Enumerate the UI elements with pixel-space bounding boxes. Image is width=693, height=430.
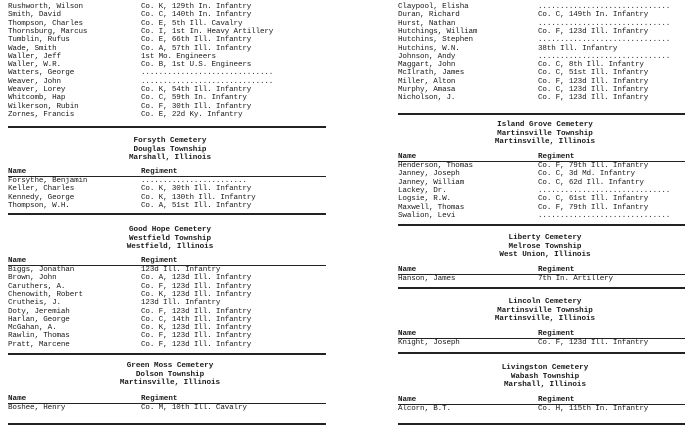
entry-regiment: Co. C, 8th Ill. Infantry	[538, 61, 644, 70]
entry-name: Thompson, Charles	[8, 19, 83, 28]
entry-name: Boshee, Henry	[8, 404, 66, 412]
entry-regiment: Co. K, 123d Ill. Infantry	[141, 290, 252, 299]
divider	[398, 224, 685, 226]
entry-regiment: Co. F, 79th Ill. Infantry	[538, 162, 649, 170]
good-hope-cemetery-township: Westfield Township	[128, 234, 212, 243]
entry-name: Waller, Jeff	[8, 52, 61, 61]
entry-regiment: Co. E, 5th Ill. Cavalry	[141, 19, 243, 28]
forsyth-cemetery-township: Douglas Township	[133, 145, 207, 154]
entry-regiment: Co. H, 115th In. Infantry	[538, 405, 649, 413]
entry-name: Watters, George	[8, 69, 75, 78]
entry-name: Chenowith, Robert	[8, 290, 83, 299]
livingston-cemetery-title: Livingston Cemetery	[501, 364, 589, 372]
divider	[8, 423, 326, 425]
island-grove-cemetery-township: Martinsville Township	[497, 129, 593, 138]
entry-name: Waller, W.R.	[8, 61, 61, 70]
entry-regiment: ..............................	[538, 3, 671, 11]
entry-name: Pratt, Marcene	[8, 340, 70, 349]
island-grove-cemetery-place: Martinsville, Illinois	[494, 138, 596, 147]
regiment-label: Regiment	[141, 395, 178, 403]
name-label: Name	[8, 395, 27, 403]
entry-regiment: Co. E, 22d Ky. Infantry	[141, 110, 243, 119]
regiment-label: Regiment	[538, 266, 575, 274]
entry-regiment: Co. C, 61st Ill. Infantry	[538, 195, 649, 204]
entry-name: Weaver, John	[8, 77, 61, 86]
entry-regiment: Co. K, 54th Ill. Infantry	[141, 86, 252, 94]
entry-name: Wade, Smith	[8, 44, 57, 53]
entry-regiment: Co. F, 123d Ill. Infantry	[538, 339, 649, 347]
entry-regiment: Co. F, 79th Ill. Infantry	[538, 203, 649, 212]
regiment-label: Regiment	[538, 330, 575, 338]
entry-name: Janney, William	[398, 178, 465, 187]
name-label: Name	[398, 396, 417, 404]
entry-regiment: 123d Ill. Infantry	[141, 266, 221, 274]
entry-regiment: Co. K, 30th Ill. Infantry	[141, 185, 252, 194]
entry-name: Nicholson, J.	[398, 94, 456, 103]
forsyth-cemetery-title: Forsyth Cemetery	[133, 137, 207, 145]
regiment-label: Regiment	[538, 396, 575, 404]
entry-regiment: Co. F, 123d Ill. Infantry	[141, 332, 252, 341]
divider	[8, 126, 326, 128]
entry-name: Rawlin, Thomas	[8, 332, 70, 341]
entry-name: McGahan, A.	[8, 324, 57, 333]
entry-regiment: 7th In. Artillery	[538, 275, 613, 283]
entry-name: Harlan, George	[8, 315, 70, 324]
entry-regiment: Co. A, 123d Ill. Infantry	[141, 274, 252, 283]
entry-regiment: 123d Ill. Infantry	[141, 299, 221, 308]
liberty-cemetery-place: West Union, Illinois	[499, 251, 591, 260]
entry-regiment: Co. C, 14th Ill. Infantry	[141, 315, 252, 324]
good-hope-cemetery-title: Good Hope Cemetery	[128, 226, 212, 234]
name-label: Name	[398, 330, 417, 338]
entry-regiment: ..............................	[538, 19, 671, 28]
divider	[398, 423, 685, 425]
entry-name: Miller, Alton	[398, 77, 456, 86]
lincoln-cemetery-place: Martinsville, Illinois	[494, 315, 596, 324]
regiment-label: Regiment	[141, 168, 178, 176]
entry-name: Murphy, Amasa	[398, 86, 456, 94]
entry-name: Rushworth, Wilson	[8, 3, 83, 11]
entry-name: Knight, Joseph	[398, 339, 460, 347]
entry-regiment: ..............................	[538, 186, 671, 195]
entry-name: Maggart, John	[398, 61, 456, 70]
entry-name: Johnson, Andy	[398, 52, 456, 61]
entry-regiment: Co. C, 123d Ill. Infantry	[538, 86, 649, 94]
entry-name: Doty, Jeremiah	[8, 307, 70, 316]
green-moss-cemetery-township: Dolson Township	[135, 370, 205, 379]
entry-name: Thompson, W.H.	[8, 201, 70, 210]
entry-name: Hanson, James	[398, 275, 456, 283]
divider	[8, 353, 326, 355]
entry-regiment: ..............................	[141, 69, 274, 78]
entry-regiment: Co. A, 57th Ill. Infantry	[141, 44, 252, 53]
entry-name: Janney, Joseph	[398, 170, 460, 179]
entry-name: Hutchins, W.N.	[398, 44, 460, 53]
entry-regiment: Co. F, 123d Ill. Infantry	[538, 77, 649, 86]
name-label: Name	[398, 153, 417, 161]
entry-name: Forsythe, Benjamin	[8, 177, 88, 185]
entry-regiment: ..............................	[538, 36, 671, 45]
entry-regiment: Co. C, 3d Md. Infantry	[538, 170, 635, 179]
entry-name: Lackey, Dr.	[398, 186, 447, 195]
entry-regiment: ........................	[141, 177, 247, 185]
entry-name: Tumblin, Rufus	[8, 36, 70, 45]
forsyth-cemetery-place: Marshall, Illinois	[128, 154, 212, 163]
entry-regiment: ..............................	[538, 52, 671, 61]
entry-regiment: Co. A, 51st Ill. Infantry	[141, 201, 252, 210]
lincoln-cemetery-title: Lincoln Cemetery	[508, 298, 582, 306]
entry-name: McIlrath, James	[398, 69, 465, 78]
lincoln-cemetery-township: Martinsville Township	[497, 306, 593, 315]
entry-regiment: Co. F, 123d Ill. Infantry	[141, 282, 252, 291]
entry-name: Henderson, Thomas	[398, 162, 473, 170]
entry-name: Swalion, Levi	[398, 211, 456, 220]
liberty-cemetery-township: Melrose Township	[508, 242, 582, 251]
entry-regiment: Co. M, 10th Ill. Cavalry	[141, 404, 247, 412]
entry-name: Crutheis, J.	[8, 299, 61, 308]
entry-name: Wilkerson, Rubin	[8, 102, 79, 111]
entry-name: Weaver, Lorey	[8, 86, 66, 94]
entry-name: Maxwell, Thomas	[398, 203, 465, 212]
entry-regiment: 1st Mo. Engineers	[141, 52, 216, 61]
entry-regiment: Co. I, 1st In. Heavy Artillery	[141, 27, 274, 36]
divider	[398, 113, 685, 115]
name-label: Name	[8, 168, 27, 176]
green-moss-cemetery-place: Martinsville, Illinois	[119, 379, 221, 388]
entry-regiment: Co. C, 59th In. Infantry	[141, 94, 247, 103]
entry-regiment: Co. F, 123d Ill. Infantry	[538, 94, 649, 103]
entry-name: Smith, David	[8, 11, 61, 20]
liberty-cemetery-title: Liberty Cemetery	[508, 234, 582, 242]
entry-name: Hurst, Nathan	[398, 19, 456, 28]
entry-name: Keller, Charles	[8, 185, 75, 194]
entry-name: Logsie, R.W.	[398, 195, 451, 204]
entry-regiment: Co. F, 123d Ill. Infantry	[141, 307, 252, 316]
name-label: Name	[398, 266, 417, 274]
entry-name: Alcorn, B.T.	[398, 405, 451, 413]
entry-regiment: Co. F, 123d Ill. Infantry	[538, 27, 649, 36]
entry-regiment: Co. C, 51st Ill. Infantry	[538, 69, 649, 78]
entry-regiment: Co. C, 62d Ill. Infantry	[538, 178, 644, 187]
entry-regiment: Co. E, 66th Ill. Infantry	[141, 36, 252, 45]
entry-regiment: Co. K, 123d Ill. Infantry	[141, 324, 252, 333]
entry-name: Zornes, Francis	[8, 110, 75, 119]
entry-regiment: 38th Ill. Infantry	[538, 44, 618, 53]
green-moss-cemetery-title: Green Moss Cemetery	[126, 362, 214, 370]
entry-regiment: ..............................	[141, 77, 274, 86]
island-grove-cemetery-title: Island Grove Cemetery	[497, 121, 593, 129]
divider	[8, 213, 326, 215]
entry-regiment: Co. K, 129th In. Infantry	[141, 3, 252, 11]
entry-name: Whitcomb, Hap	[8, 94, 66, 103]
regiment-label: Regiment	[538, 153, 575, 161]
livingston-cemetery-township: Wabash Township	[510, 372, 580, 381]
entry-regiment: Co. F, 30th Ill. Infantry	[141, 102, 252, 111]
livingston-cemetery-place: Marshall, Illinois	[503, 381, 587, 390]
entry-name: Kennedy, George	[8, 193, 75, 202]
entry-name: Hutchins, Stephen	[398, 36, 473, 45]
entry-name: Caruthers, A.	[8, 282, 66, 291]
entry-regiment: Co. C, 140th In. Infantry	[141, 11, 252, 20]
entry-name: Hutchings, William	[398, 27, 478, 36]
name-label: Name	[8, 257, 27, 265]
divider	[398, 287, 685, 289]
good-hope-cemetery-place: Westfield, Illinois	[126, 243, 214, 252]
entry-name: Brown, John	[8, 274, 57, 283]
regiment-label: Regiment	[141, 257, 178, 265]
entry-regiment: Co. B, 1st U.S. Engineers	[141, 61, 252, 70]
entry-name: Biggs, Jonathan	[8, 266, 75, 274]
entry-name: Claypool, Elisha	[398, 3, 469, 11]
entry-name: Thornsburg, Marcus	[8, 27, 88, 36]
entry-regiment: ..............................	[538, 211, 671, 220]
entry-name: Duran, Richard	[398, 11, 460, 20]
divider	[398, 352, 685, 354]
entry-regiment: Co. F, 123d Ill. Infantry	[141, 340, 252, 349]
entry-regiment: Co. K, 130th Ill. Infantry	[141, 193, 256, 202]
entry-regiment: Co. C, 149th In. Infantry	[538, 11, 649, 20]
